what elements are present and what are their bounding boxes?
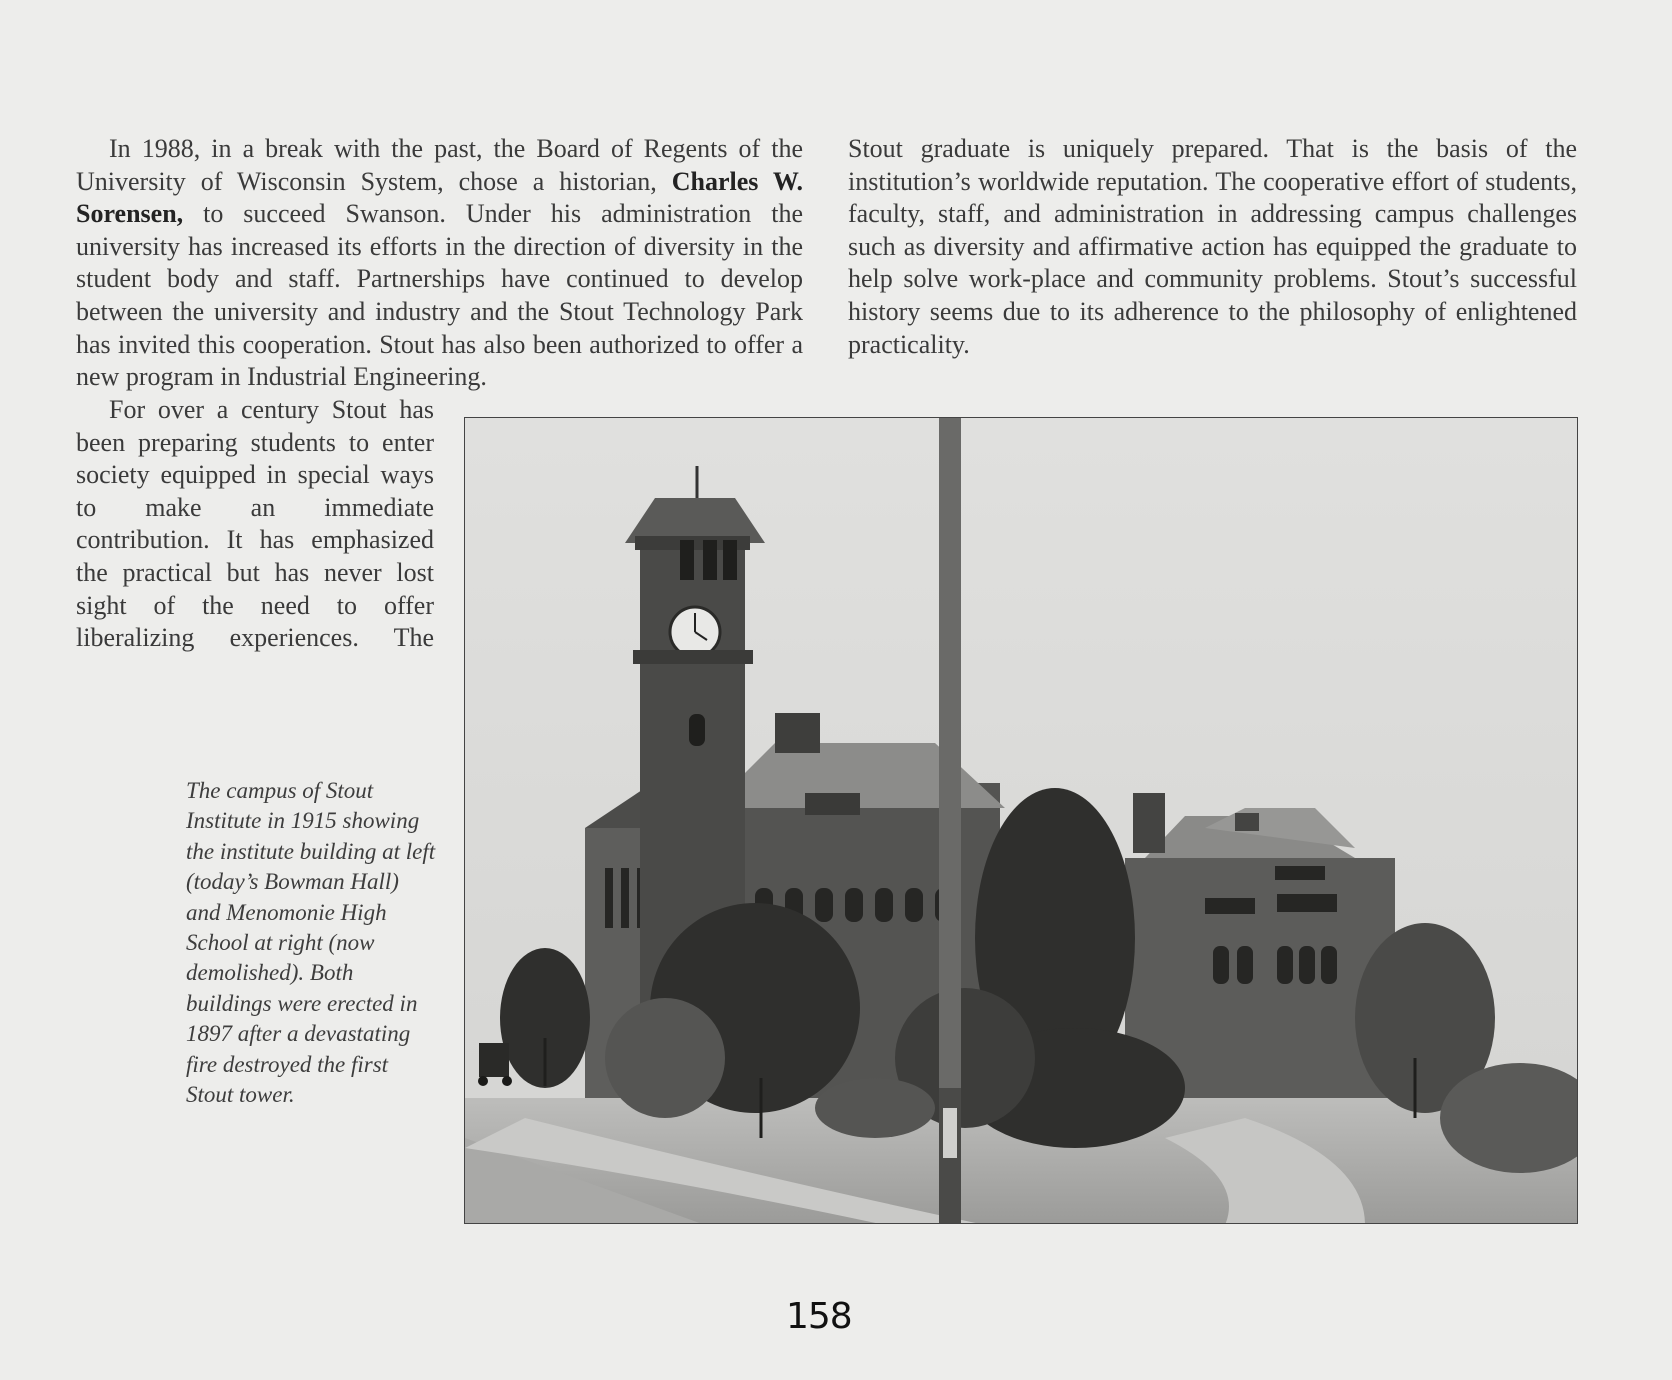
paragraph-1-intro: In 1988, in a break with the past, the Board of Regents of the University of Wisconsin System, chose a historian,: [76, 134, 803, 196]
paragraph-1: [76, 133, 803, 394]
photo-caption: The campus of Stout Institute in 1915 showing the institute building at left (today’s Bowman Hall) and Menomonie High School at right (now demolished). Both buildings were erected in 1897 after a devastating fire destroyed the first Stout tower.: [186, 778, 436, 1108]
page-number: 158: [786, 1296, 852, 1337]
paragraph-2-continued: Stout graduate is uniquely prepared. That is the basis of the institution’s worldwide reputation. The cooperative effort of students, faculty, staff, and administration in addressing campus challenges such as diversity and affirmative action has equipped the graduate to help solve work-place and community problems. Stout’s successful history seems due to its adherence to the philosophy of enlightened practicality.: [848, 134, 1577, 359]
paragraph-1-rest: to succeed Swanson. Under his administration the university has increased its efforts in the direction of diversity in the student body and staff. Partnerships have continued to develop between the university and industry and the Stout Technology Park has invited this cooperation. Stout has also been authorized to offer a new program in Industrial Engineering.: [76, 199, 803, 392]
campus-photo: [464, 417, 1578, 1224]
paragraph-1-bold-name: Charles W. Sorensen,: [76, 166, 804, 229]
paragraph-2-start: [76, 394, 434, 655]
paragraph-2-start-text: For over a century Stout has been preparing students to enter society equipped in special ways to make an immediate contribution. It has emphasized the practical but has never lost sight of the need to offer liberalizing experiences. The: [76, 395, 434, 653]
